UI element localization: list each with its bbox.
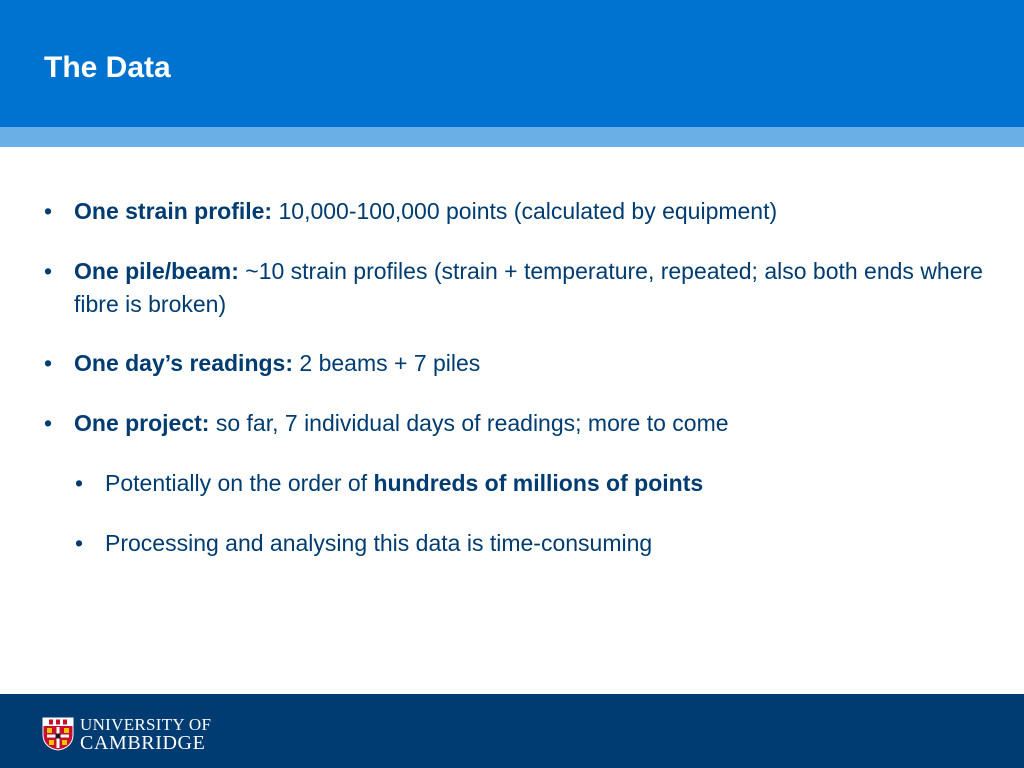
header-stripe: [0, 127, 1024, 147]
cambridge-crest-icon: [42, 717, 74, 751]
bullet-dot: •: [44, 350, 53, 376]
bullet-heading: One strain profile:: [74, 198, 273, 224]
bullet-text: so far, 7 individual days of readings; more to come: [209, 410, 729, 436]
bullet-text: 10,000-100,000 points (calculated by equipment): [272, 198, 778, 224]
bullet-text: ~10 strain profiles (strain + temperature, repeated; also both ends where fibre is broken): [74, 258, 983, 317]
sub-bullet-processing: [75, 527, 995, 560]
sub-bullet-millions: [75, 467, 995, 500]
logo-wordmark: [80, 716, 211, 752]
sub-bullet-text: Processing and analysing this data is time-consuming: [105, 530, 653, 556]
sub-bullet-dot: •: [75, 530, 84, 556]
sub-bullet-dot: •: [75, 470, 84, 496]
bullet-heading: One project:: [74, 410, 210, 436]
footer-bar: [0, 694, 1024, 768]
sub-bullet-text: Potentially on the order of: [105, 470, 374, 496]
bullet-pile-beam: [44, 255, 994, 321]
bullet-text: 2 beams + 7 piles: [293, 350, 481, 376]
bullet-dot: •: [44, 258, 53, 284]
university-logo: [42, 716, 211, 752]
sub-bullet-emphasis: hundreds of millions of points: [373, 470, 704, 496]
bullet-project: [44, 407, 994, 440]
bullet-dot: •: [44, 410, 53, 436]
logo-line-1: UNIVERSITY OF: [80, 715, 212, 734]
slide-title: The Data: [44, 51, 171, 84]
bullet-strain-profile: [44, 195, 994, 228]
bullet-days-readings: [44, 347, 994, 380]
bullet-dot: •: [44, 198, 53, 224]
bullet-heading: One day’s readings:: [74, 350, 293, 376]
logo-line-2: CAMBRIDGE: [80, 732, 206, 754]
bullet-heading: One pile/beam:: [74, 258, 239, 284]
